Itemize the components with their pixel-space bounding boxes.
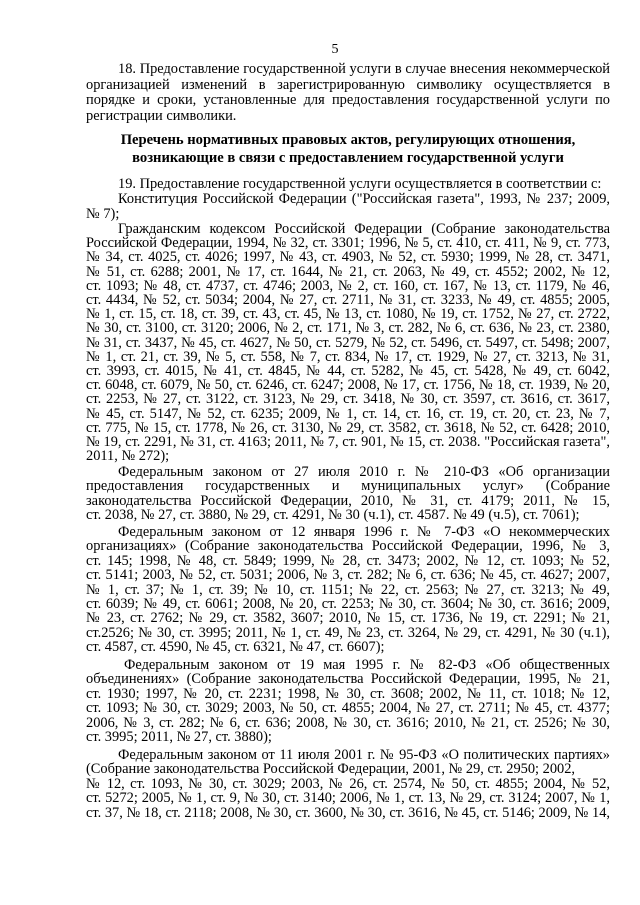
- text-line: объединениях» (Собрание законодательства Российской Федерации, 1995, № 21,: [86, 671, 610, 688]
- text-line: Федеральным законом от 12 января 1996 г. № 7-ФЗ «О некоммерческих: [118, 524, 610, 540]
- text-line: ст. 5141; 2003, № 52, ст. 5031; 2006, № 3, ст. 282; № 6, ст. 636; № 45, ст. 4627; 2007,: [86, 567, 610, 584]
- text-line: Федеральным законом от 11 июля 2001 г. № 95-ФЗ «О политических партиях»: [118, 747, 610, 763]
- text-line: 2011, № 272);: [86, 448, 170, 465]
- text-line: 2006, № 3, ст. 282; № 6, ст. 636; 2008, № 30, ст. 3616; 2010, № 21, ст. 2526; № 30,: [86, 714, 610, 731]
- text-line: 18. Предоставление государственной услуги в случае внесения некоммерческой: [118, 61, 610, 77]
- text-line: ст. 1093; № 48, ст. 4737, ст. 4746; 2003, № 2, ст. 160, ст. 167, № 13, ст. 1179, № 46,: [86, 277, 610, 294]
- text-line: ст. 37, № 18, ст. 2118; 2008, № 30, ст. 3600, № 30, ст. 3616, № 45, ст. 5146; 2009, № 14,: [86, 804, 610, 821]
- text-line: Перечень нормативных правовых актов, регулирующих отношения,: [120, 132, 576, 148]
- text-line: ст. 6048, ст. 6079, № 50, ст. 6246, ст. 6247; 2008, № 17, ст. 1756, № 18, ст. 1939, № 20,: [86, 377, 610, 394]
- section-heading: [86, 131, 610, 167]
- text-line: ст.2526; № 30, ст. 3995; 2011, № 1, ст. 49, № 23, ст. 3264, № 29, ст. 4291, № 30 (ч.1),: [86, 624, 610, 641]
- text-line: № 30, ст. 3100, ст. 3120; 2006, № 2, ст. 171, № 3, ст. 282, № 6, ст. 636, № 23, ст. 2380,: [86, 320, 610, 337]
- text-line: № 45, ст. 5147, № 52, ст. 6235; 2009, № 1, ст. 14, ст. 16, ст. 19, ст. 20, ст. 23, № 7,: [86, 405, 610, 422]
- page-number: 5: [331, 42, 339, 57]
- law-7-reference: [86, 525, 610, 655]
- text-line: Федеральным законом от 27 июля 2010 г. № 210-ФЗ «Об организации: [118, 464, 610, 480]
- text-line: № 19, ст. 2291, № 31, ст. 4163; 2011, № 7, ст. 901, № 15, ст. 2038. "Российская газета",: [86, 434, 610, 451]
- text-line: ст. 2038, № 27, ст. 3880, № 29, ст. 4291, № 30 (ч.1), ст. 4587. № 49 (ч.5), ст. 7061);: [86, 507, 580, 524]
- text-line: возникающие в связи с предоставлением государственной услуги: [132, 150, 564, 166]
- text-line: организациях» (Собрание законодательства Российской Федерации, 1996, № 3,: [86, 538, 610, 555]
- text-line: Гражданским кодексом Российской Федерации (Собрание законодательства: [118, 221, 610, 237]
- text-line: Конституция Российской Федерации ("Российская газета", 1993, № 237; 2009,: [118, 191, 610, 207]
- text-line: № 12, ст. 1093, № 30, ст. 3029; 2003, № 26, ст. 2574, № 50, ст. 4855; 2004, № 52,: [86, 775, 610, 792]
- text-line: 19. Предоставление государственной услуги осуществляется в соответствии с:: [118, 176, 602, 192]
- text-line: законодательства Российской Федерации, 2010, № 31, ст. 4179; 2011, № 15,: [86, 492, 610, 509]
- text-line: организацией изменений в зарегистрированную символику осуществляется в: [86, 76, 610, 93]
- text-line: регистрации символики.: [86, 107, 237, 124]
- law-82-reference: [86, 658, 610, 744]
- civil-code-reference: [86, 222, 610, 463]
- text-line: Российской Федерации, 1994, № 32, ст. 3301; 1996, № 5, ст. 410, ст. 411, № 9, ст. 773,: [86, 235, 610, 252]
- text-line: Федеральным законом от 19 мая 1995 г. № 82-ФЗ «Об общественных: [124, 657, 610, 673]
- text-line: ст. 4587, ст. 4590, № 45, ст. 6321, № 47, ст. 6607);: [86, 639, 385, 656]
- text-line: № 1, ст. 37; № 1, ст. 39; № 10, ст. 1151; № 22, ст. 2563; № 27, ст. 3213; № 49,: [86, 581, 610, 598]
- text-line: № 31, ст. 3437, № 45, ст. 4627, № 50, ст. 5279, № 52, ст. 5496, ст. 5497, ст. 5498; 2007,: [86, 334, 610, 351]
- text-line: предоставления государственных и муниципальных услуг» (Собрание: [86, 478, 610, 495]
- paragraph-19: [86, 177, 610, 192]
- constitution-reference: [86, 192, 610, 221]
- text-line: ст. 145; 1998, № 48, ст. 5849; 1999, № 28, ст. 3473; 2002, № 12, ст. 1093; № 52,: [86, 552, 610, 569]
- text-line: (Собрание законодательства Российской Федерации, 2001, № 29, ст. 2950; 2002,: [86, 761, 576, 778]
- text-line: № 34, ст. 4025, ст. 4026; 1997, № 43, ст. 4903, № 52, ст. 5930; 1999, № 28, ст. 3471,: [86, 249, 610, 266]
- text-line: ст. 1930; 1997, № 20, ст. 2231; 1998, № 30, ст. 3608; 2002, № 11, ст. 1018; № 12,: [86, 685, 610, 702]
- text-line: ст. 6039; № 49, ст. 6061; 2008, № 20, ст. 2253; № 30, ст. 3604; № 30, ст. 3616; 2009,: [86, 596, 610, 613]
- text-line: порядке и сроки, установленные для предоставления государственной услуги по: [86, 92, 610, 108]
- text-line: ст. 4434, № 52, ст. 5034; 2004, № 27, ст. 2711, № 31, ст. 3233, № 49, ст. 4855; 2005,: [86, 292, 610, 309]
- paragraph-18: [86, 62, 610, 124]
- text-line: ст. 1093; № 30, ст. 3029; 2003, № 50, ст. 4855; 2004, № 27, ст. 2711; № 45, ст. 4377;: [86, 700, 610, 717]
- text-line: ст. 3993, ст. 4015, № 41, ст. 4845, № 44, ст. 5282, № 45, ст. 5428, № 49, ст. 6042,: [86, 363, 610, 380]
- text-line: № 7);: [86, 205, 120, 222]
- text-line: № 1, ст. 21, ст. 39, № 5, ст. 558, № 7, ст. 834, № 17, ст. 1929, № 27, ст. 3213, № 31,: [86, 348, 610, 365]
- law-210-reference: [86, 465, 610, 523]
- text-line: ст. 3995; 2011, № 27, ст. 3880);: [86, 729, 272, 746]
- text-line: ст. 2253, № 27, ст. 3122, ст. 3123, № 29, ст. 3418, № 30, ст. 3597, ст. 3616, ст. 3617,: [86, 391, 610, 408]
- law-95-reference: [86, 748, 610, 820]
- text-line: № 51, ст. 6288; 2001, № 17, ст. 1644, № 21, ст. 2063, № 49, ст. 4552; 2002, № 12,: [86, 263, 610, 280]
- text-line: № 23, ст. 2762; № 29, ст. 3582, 3607; 2010, № 15, ст. 1736, № 19, ст. 2291; № 21,: [86, 610, 610, 627]
- text-line: № 1, ст. 15, ст. 18, ст. 39, ст. 43, ст. 45, № 13, ст. 1080, № 19, ст. 1752, № 27, ст. 2722,: [86, 306, 610, 323]
- text-line: ст. 5272; 2005, № 1, ст. 9, № 30, ст. 3140; 2006, № 1, ст. 13, № 29, ст. 3124; 2007, № 1,: [86, 790, 610, 807]
- text-line: ст. 775, № 15, ст. 1778, № 26, ст. 3130, № 29, ст. 3582, ст. 3618, № 52, ст. 6428; 2010,: [86, 419, 610, 436]
